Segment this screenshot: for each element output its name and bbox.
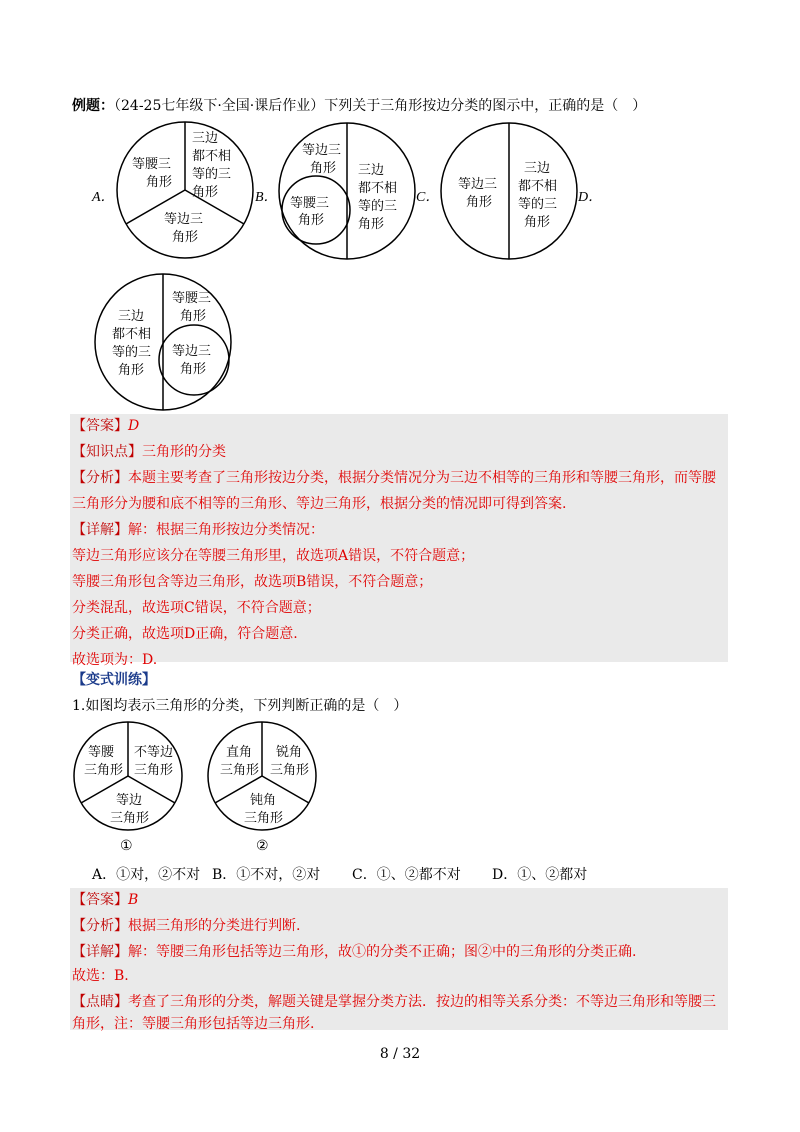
diagram-d-equi-1: 等边三	[172, 344, 212, 359]
diagram-b-scal-2: 都不相	[358, 181, 398, 196]
figure-2-acute-2: 三角形	[270, 763, 310, 778]
answer2-line	[72, 890, 138, 910]
detail-line-6: 故选项为：D.	[72, 652, 158, 668]
choice-d: D．①、②都对	[492, 867, 588, 883]
answer-line	[72, 416, 139, 436]
diagram-c-scal-3: 等的三	[518, 197, 558, 212]
detail2-value: 解：等腰三角形包括等边三角形，故①的分类不正确；图②中的三角形的分类正确.	[128, 944, 637, 960]
analysis2-value: 根据三角形的分类进行判断.	[128, 918, 301, 934]
figure-2-label: ②	[256, 838, 269, 854]
diagram-d-scal-2: 都不相	[112, 327, 152, 342]
knowledge-value: 三角形的分类	[142, 444, 226, 460]
answer2-value: B	[128, 892, 139, 908]
diagram-a-scal-2: 都不相	[192, 149, 232, 164]
diagram-d	[90, 272, 236, 412]
choice-b: B．①不对，②对	[212, 867, 321, 883]
detail2-line-2: 故选：B.	[72, 968, 129, 984]
diagram-b-scal-1: 三边	[358, 163, 385, 178]
detail-line-4: 分类混乱，故选项C错误，不符合题意；	[72, 600, 321, 616]
detail-line-5: 分类正确，故选项D正确，符合题意.	[72, 626, 298, 642]
example-label: 例题：	[72, 98, 114, 114]
analysis2-line	[72, 916, 300, 936]
detail-line-3: 等腰三角形包含等边三角形，故选项B错误，不符合题意；	[72, 574, 433, 590]
diagram-d-equi-2: 角形	[180, 362, 207, 377]
diagram-d-scal-3: 等的三	[112, 345, 152, 360]
analysis2-tag: 【分析】	[72, 918, 128, 934]
comment-tag: 【点睛】	[72, 994, 128, 1010]
detail2-line	[72, 942, 636, 962]
choice-a: A．①对，②不对	[92, 867, 201, 883]
answer-tag: 【答案】	[72, 418, 128, 434]
variant-question-1: 1.如图均表示三角形的分类，下列判断正确的是（ ）	[72, 698, 408, 714]
knowledge-line	[72, 442, 226, 462]
figure-1-scal-1: 不等边	[134, 745, 174, 760]
analysis-line-1	[72, 468, 716, 488]
figure-2-obtuse-2: 三角形	[244, 811, 284, 826]
diagram-c-scal-2: 都不相	[518, 179, 558, 194]
analysis-tag: 【分析】	[72, 470, 128, 486]
diagram-c-equi-1: 等边三	[458, 177, 498, 192]
example-text: （24-25七年级下·全国·课后作业）下列关于三角形按边分类的图示中，正确的是（ ）	[114, 98, 647, 114]
figure-2	[206, 720, 318, 834]
diagram-a-scal-1: 三边	[192, 131, 219, 146]
diagram-b-iso-2: 角形	[298, 213, 325, 228]
option-d-label: D．	[578, 190, 603, 205]
option-c-label: C．	[416, 190, 440, 205]
diagram-a-iso-2: 角形	[146, 175, 173, 190]
detail-text-1: 解：根据三角形按边分类情况：	[128, 522, 324, 538]
knowledge-tag: 【知识点】	[72, 444, 142, 460]
comment-line-1	[72, 992, 716, 1012]
diagram-a-iso-1: 等腰三	[132, 157, 172, 172]
diagram-a-scal-3: 等的三	[192, 167, 232, 182]
figure-2-obtuse-1: 钝角	[250, 793, 277, 808]
option-b-label: B．	[255, 190, 278, 205]
diagram-b-equi-2: 角形	[310, 161, 337, 176]
comment-text-1: 考查了三角形的分类，解题关键是掌握分类方法．按边的相等关系分类：不等边三角形和等腰三	[128, 994, 716, 1010]
diagram-b-equi-1: 等边三	[302, 143, 342, 158]
diagram-b-scal-3: 等的三	[358, 199, 398, 214]
figure-2-acute-1: 锐角	[276, 745, 303, 760]
diagram-c	[436, 120, 582, 262]
figure-1-scal-2: 三角形	[134, 763, 174, 778]
analysis-text-1: 本题主要考查了三角形按边分类，根据分类情况分为三边不相等的三角形和等腰三角形，而等腰	[128, 470, 716, 486]
diagram-b-scal-4: 角形	[358, 217, 385, 232]
option-a-label: A．	[92, 190, 115, 205]
diagram-c-equi-2: 角形	[466, 195, 493, 210]
figure-2-right-2: 三角形	[220, 763, 260, 778]
diagram-a-equi-1: 等边三	[164, 212, 204, 227]
detail2-tag: 【详解】	[72, 944, 128, 960]
diagram-a	[112, 120, 258, 260]
figure-1-equi-2: 三角形	[110, 811, 150, 826]
figure-1	[72, 720, 184, 834]
analysis-line-2: 三角形分为腰和底不相等的三角形、等边三角形，根据分类的情况即可得到答案.	[72, 496, 567, 512]
diagram-d-iso-1: 等腰三	[172, 291, 212, 306]
figure-1-iso-2: 三角形	[84, 763, 124, 778]
diagram-c-scal-1: 三边	[524, 161, 551, 176]
diagram-d-iso-2: 角形	[180, 309, 207, 324]
detail-line-2: 等边三角形应该分在等腰三角形里，故选项A错误，不符合题意；	[72, 548, 475, 564]
answer2-tag: 【答案】	[72, 892, 128, 908]
diagram-b-iso-1: 等腰三	[290, 196, 330, 211]
diagram-d-scal-4: 角形	[118, 363, 145, 378]
diagram-a-equi-2: 角形	[172, 230, 199, 245]
figure-1-label: ①	[120, 838, 133, 854]
example-question	[72, 96, 646, 116]
variant-header: 【变式训练】	[72, 672, 156, 688]
figure-2-right-1: 直角	[226, 745, 253, 760]
diagram-b	[274, 120, 420, 262]
comment-line-2: 角形，注：等腰三角形包括等边三角形.	[72, 1016, 315, 1032]
detail-tag: 【详解】	[72, 522, 128, 538]
page-number: 8 / 32	[379, 1046, 421, 1062]
figure-1-equi-1: 等边	[116, 793, 143, 808]
diagram-d-scal-1: 三边	[118, 309, 145, 324]
answer-value: D	[128, 418, 140, 434]
detail-line-1	[72, 520, 324, 540]
diagram-c-scal-4: 角形	[524, 215, 551, 230]
diagram-a-scal-4: 角形	[192, 185, 219, 200]
figure-1-iso-1: 等腰	[88, 745, 115, 760]
choice-c: C．①、②都不对	[352, 867, 461, 883]
